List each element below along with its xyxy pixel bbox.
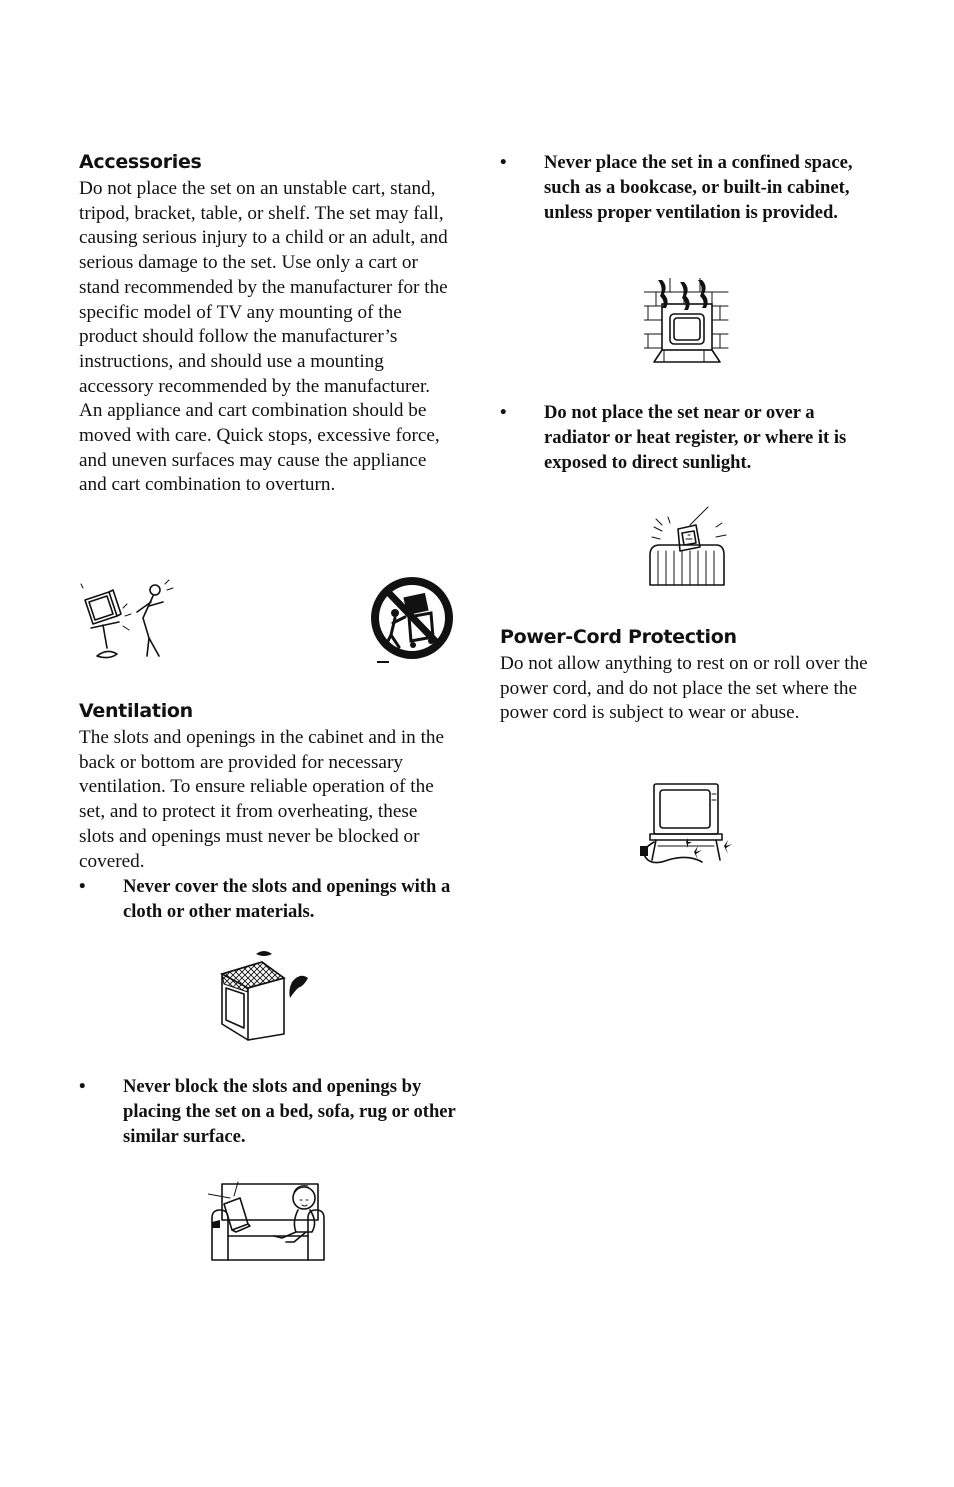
bullet-glyph: • bbox=[500, 402, 507, 423]
ventilation-body: The slots and openings in the cabinet and in the back or bottom are provided for necessary ventilation. To ensure reliable operation of the set, and to protect it from overheating, these slots and openings must never be blocked or covered. bbox=[79, 727, 445, 872]
tv-in-wall-cabinet-illustration bbox=[644, 278, 730, 368]
tv-falling-stand-illustration bbox=[77, 578, 177, 668]
power-cord-body: Do not allow anything to rest on or roll over the power cord, and do not place the set where the power cord is subject to wear or abuse. bbox=[500, 653, 868, 724]
bullet-glyph: • bbox=[79, 876, 86, 897]
tv-power-cord-damage-illustration bbox=[638, 780, 738, 870]
ventilation-bullet-cloth-text: Never cover the slots and openings with a cloth or other materials. bbox=[123, 876, 451, 922]
bullet-glyph: • bbox=[79, 1076, 86, 1097]
accessories-heading: Accessories bbox=[79, 151, 202, 173]
tv-on-sofa-illustration bbox=[208, 1178, 328, 1264]
ventilation-heading: Ventilation bbox=[79, 700, 193, 722]
ventilation-bullet-bed-text: Never block the slots and openings by placing the set on a bed, sofa, rug or other similar surface. bbox=[123, 1076, 456, 1147]
power-cord-heading: Power-Cord Protection bbox=[500, 626, 737, 648]
placement-bullet-confined-text: Never place the set in a confined space, such as a bookcase, or built-in cabinet, unless proper ventilation is provided. bbox=[544, 152, 853, 223]
accessories-body: Do not place the set on an unstable cart, stand, tripod, bracket, table, or shelf. The set may fall, causing serious injury to a child or an adult, and serious damage to the set. Use only a cart or stand recommended by the manufacturer for the specific model of TV any mounting of the product should follow the manufacturer’s instructions, and should use a mounting accessory recommended by the manufacturer. An appliance and cart combination should be moved with care. Quick stops, excessive force, and uneven surfaces may cause the appliance and cart combination to overturn. bbox=[79, 178, 448, 496]
tv-covered-cloth-illustration bbox=[218, 948, 314, 1042]
tv-on-radiator-illustration bbox=[646, 505, 728, 587]
bullet-glyph: • bbox=[500, 152, 507, 173]
placement-bullet-radiator-text: Do not place the set near or over a radiator or heat register, or where it is exposed to direct sunlight. bbox=[544, 402, 847, 473]
cart-warning-symbol bbox=[371, 577, 455, 667]
